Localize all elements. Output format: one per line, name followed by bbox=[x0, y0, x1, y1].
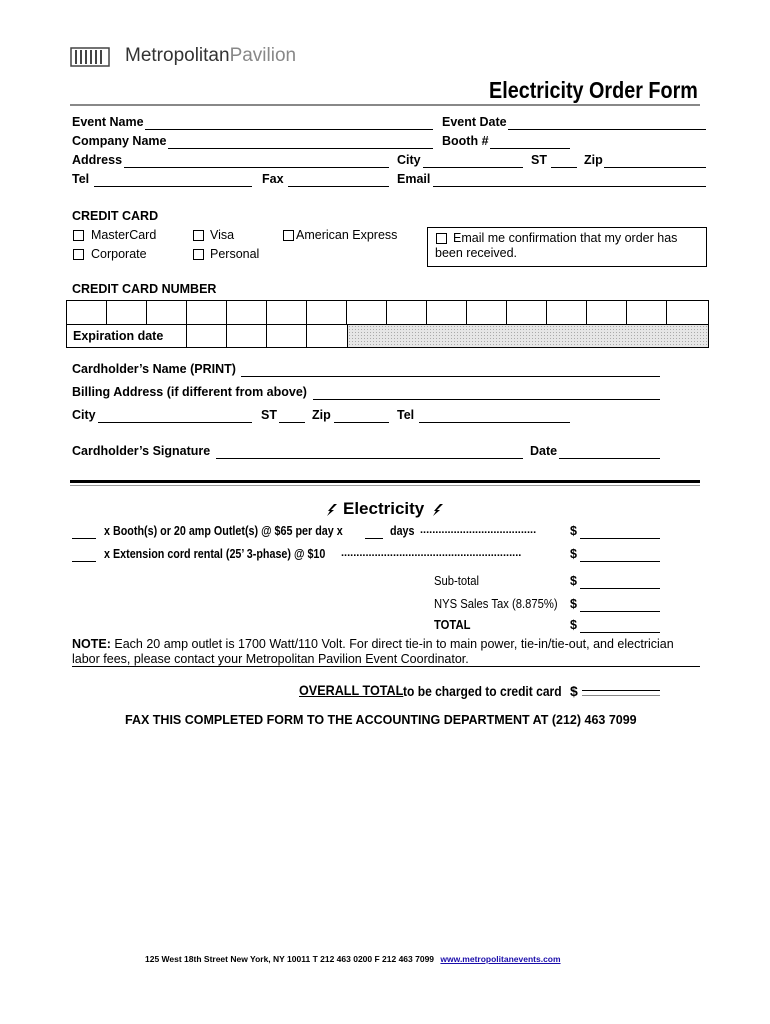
booth-label: Booth # bbox=[442, 134, 489, 148]
section-divider-shadow bbox=[70, 485, 700, 486]
address-field[interactable] bbox=[124, 155, 389, 168]
extension-cord-quantity-field[interactable] bbox=[72, 549, 96, 562]
footer-website-link[interactable]: www.metropolitanevents.com bbox=[440, 954, 561, 964]
logo-mark-icon bbox=[70, 47, 110, 67]
expiration-cell[interactable] bbox=[227, 324, 267, 347]
extension-cord-amount-field[interactable] bbox=[580, 549, 660, 562]
logo-text-accent: Pavilion bbox=[229, 45, 297, 66]
leader-dots: ...................................... bbox=[420, 524, 537, 536]
section-divider bbox=[70, 480, 700, 483]
signature-date-label: Date bbox=[530, 444, 558, 458]
note-rule bbox=[72, 666, 700, 667]
currency-symbol: $ bbox=[570, 574, 577, 588]
company-name-field[interactable] bbox=[168, 136, 433, 149]
city-label: City bbox=[397, 153, 421, 167]
title-rule bbox=[70, 104, 700, 106]
tel-field[interactable] bbox=[94, 174, 252, 187]
card-digit-cell[interactable] bbox=[67, 301, 107, 324]
subtotal-label: Sub-total bbox=[434, 574, 480, 588]
sales-tax-label: NYS Sales Tax (8.875%) bbox=[434, 597, 558, 611]
cardholder-tel-field[interactable] bbox=[419, 410, 570, 423]
total-label: TOTAL bbox=[434, 618, 471, 632]
tel-label: Tel bbox=[72, 172, 90, 186]
note bbox=[72, 637, 692, 667]
cardholder-name-label: Cardholder’s Name (PRINT) bbox=[72, 362, 236, 376]
personal-label: Personal bbox=[210, 247, 260, 261]
visa-checkbox[interactable] bbox=[193, 230, 204, 241]
currency-symbol: $ bbox=[570, 597, 577, 611]
event-name-field[interactable] bbox=[145, 117, 433, 130]
card-digit-cell[interactable] bbox=[507, 301, 547, 324]
lightning-bolt-icon bbox=[430, 502, 446, 518]
subtotal-field[interactable] bbox=[580, 576, 660, 589]
form-title: Electricity Order Form bbox=[489, 77, 698, 103]
signature-label: Cardholder’s Signature bbox=[72, 444, 211, 458]
card-digit-cell[interactable] bbox=[387, 301, 427, 324]
st-field[interactable] bbox=[551, 155, 577, 168]
corporate-label: Corporate bbox=[91, 247, 147, 261]
event-date-field[interactable] bbox=[508, 117, 706, 130]
credit-card-heading: CREDIT CARD bbox=[72, 209, 159, 223]
expiration-cell[interactable] bbox=[187, 324, 227, 347]
card-digit-cell[interactable] bbox=[107, 301, 147, 324]
email-field[interactable] bbox=[433, 174, 706, 187]
card-digit-cell[interactable] bbox=[147, 301, 187, 324]
mastercard-label: MasterCard bbox=[91, 228, 157, 242]
overall-total-label: OVERALL TOTAL bbox=[299, 682, 404, 698]
card-digit-cell[interactable] bbox=[347, 301, 387, 324]
card-digit-cell[interactable] bbox=[627, 301, 667, 324]
cardholder-tel-label: Tel bbox=[397, 408, 415, 422]
signature-date-field[interactable] bbox=[559, 446, 660, 459]
cardholder-st-label: ST bbox=[261, 408, 277, 422]
billing-address-field[interactable] bbox=[313, 387, 660, 400]
expiration-label: Expiration date bbox=[73, 329, 164, 343]
days-quantity-field[interactable] bbox=[365, 526, 383, 539]
extension-cord-description: x Extension cord rental (25’ 3-phase) @ $10 bbox=[104, 547, 326, 561]
overall-total-field[interactable] bbox=[582, 690, 660, 696]
fax-field[interactable] bbox=[288, 174, 389, 187]
expiration-shaded-area bbox=[348, 325, 708, 347]
booth-quantity-field[interactable] bbox=[72, 526, 96, 539]
fax-instruction: FAX THIS COMPLETED FORM TO THE ACCOUNTING DEPARTMENT AT (212) 463 7099 bbox=[125, 713, 637, 727]
footer-address: 125 West 18th Street New York, NY 10011 T 212 463 0200 F 212 463 7099 bbox=[145, 954, 435, 964]
leader-dots: ........................................................... bbox=[341, 547, 522, 559]
electricity-heading: Electricity bbox=[343, 499, 425, 518]
company-name-label: Company Name bbox=[72, 134, 167, 148]
note-label: NOTE: bbox=[72, 637, 111, 651]
currency-symbol: $ bbox=[570, 547, 577, 561]
card-number-grid bbox=[66, 300, 709, 348]
total-field[interactable] bbox=[580, 620, 660, 633]
email-label: Email bbox=[397, 172, 431, 186]
zip-field[interactable] bbox=[604, 155, 706, 168]
fax-label: Fax bbox=[262, 172, 284, 186]
card-digit-cell[interactable] bbox=[267, 301, 307, 324]
card-digit-cell[interactable] bbox=[467, 301, 507, 324]
expiration-label-cell bbox=[67, 324, 187, 347]
logo-text-main: Metropolitan bbox=[125, 45, 230, 66]
footer bbox=[145, 954, 561, 964]
address-label: Address bbox=[72, 153, 123, 167]
personal-checkbox[interactable] bbox=[193, 249, 204, 260]
card-digit-cell[interactable] bbox=[187, 301, 227, 324]
email-confirmation-text: Email me confirmation that my order has been received. bbox=[435, 231, 678, 260]
cardholder-city-label: City bbox=[72, 408, 96, 422]
card-digit-cell[interactable] bbox=[667, 301, 708, 324]
note-text: Each 20 amp outlet is 1700 Watt/110 Volt. For direct tie-in to main power, tie-in/tie-out, and electrician labor fees, please contact your Metropolitan Pavilion Event Coordinator. bbox=[72, 637, 674, 666]
days-label: days bbox=[390, 524, 415, 538]
card-number-heading: CREDIT CARD NUMBER bbox=[72, 282, 217, 296]
booth-outlet-description: x Booth(s) or 20 amp Outlet(s) @ $65 per day x bbox=[104, 524, 343, 538]
cardholder-city-field[interactable] bbox=[98, 410, 252, 423]
american-express-label: American Express bbox=[296, 228, 398, 242]
signature-field[interactable] bbox=[216, 446, 523, 459]
card-digit-cell[interactable] bbox=[227, 301, 267, 324]
expiration-cell[interactable] bbox=[267, 324, 307, 347]
event-date-label: Event Date bbox=[442, 115, 507, 129]
visa-label: Visa bbox=[210, 228, 235, 242]
billing-address-label: Billing Address (if different from above) bbox=[72, 385, 307, 399]
zip-label: Zip bbox=[584, 153, 603, 167]
expiration-cell[interactable] bbox=[307, 324, 348, 347]
card-digit-cell[interactable] bbox=[307, 301, 347, 324]
currency-symbol: $ bbox=[570, 683, 578, 699]
lightning-bolt-icon bbox=[324, 502, 340, 518]
cardholder-zip-field[interactable] bbox=[334, 410, 389, 423]
overall-total-row bbox=[299, 682, 415, 698]
st-label: ST bbox=[531, 153, 547, 167]
booth-field[interactable] bbox=[490, 136, 570, 149]
cardholder-st-field[interactable] bbox=[279, 410, 305, 423]
card-digit-cell[interactable] bbox=[427, 301, 467, 324]
mastercard-checkbox[interactable] bbox=[73, 230, 84, 241]
card-digit-cell[interactable] bbox=[587, 301, 627, 324]
city-field[interactable] bbox=[423, 155, 523, 168]
currency-symbol: $ bbox=[570, 618, 577, 632]
event-name-label: Event Name bbox=[72, 115, 144, 129]
corporate-checkbox[interactable] bbox=[73, 249, 84, 260]
overall-total-suffix: to be charged to credit card bbox=[403, 683, 562, 699]
currency-symbol: $ bbox=[570, 524, 577, 538]
card-digit-cell[interactable] bbox=[547, 301, 587, 324]
american-express-checkbox[interactable] bbox=[283, 230, 294, 241]
email-confirmation-box bbox=[427, 227, 707, 267]
booth-amount-field[interactable] bbox=[580, 526, 660, 539]
cardholder-zip-label: Zip bbox=[312, 408, 331, 422]
cardholder-name-field[interactable] bbox=[241, 364, 660, 377]
sales-tax-field[interactable] bbox=[580, 599, 660, 612]
